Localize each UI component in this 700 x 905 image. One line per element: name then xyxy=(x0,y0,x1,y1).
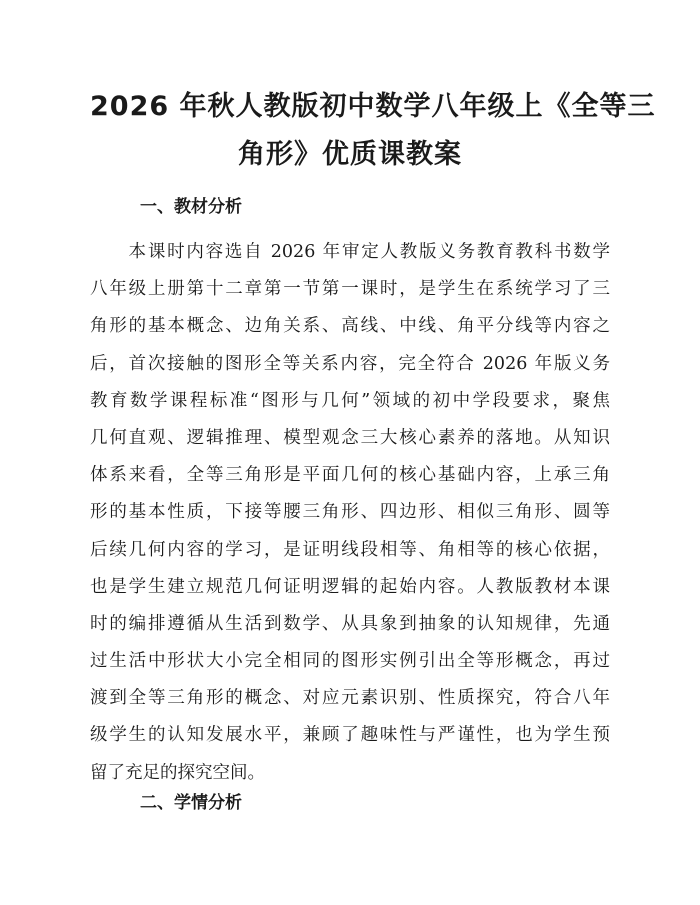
paragraph-line: 也是学生建立规范几何证明逻辑的起始内容。人教版教材本课 xyxy=(90,576,610,597)
paragraph-line: 形的基本性质，下接等腰三角形、四边形、相似三角形、圆等 xyxy=(90,502,610,523)
paragraph-line: 留了充足的探究空间。 xyxy=(90,762,265,783)
document-title-line-1: 2026 年秋人教版初中数学八年级上《全等三 xyxy=(90,91,656,122)
paragraph-line: 八年级上册第十二章第一节第一课时，是学生在系统学习了三 xyxy=(90,279,610,300)
section-heading-student-analysis: 二、学情分析 xyxy=(140,793,242,813)
paragraph-line: 体系来看，全等三角形是平面几何的核心基础内容，上承三角 xyxy=(90,465,610,486)
paragraph-line: 几何直观、逻辑推理、模型观念三大核心素养的落地。从知识 xyxy=(90,427,610,448)
paragraph-line: 渡到全等三角形的概念、对应元素识别、性质探究，符合八年 xyxy=(90,688,610,709)
paragraph-line: 后，首次接触的图形全等关系内容，完全符合 2026 年版义务 xyxy=(90,353,610,374)
document-title-line-2: 角形》优质课教案 xyxy=(238,139,462,170)
paragraph-line: 角形的基本概念、边角关系、高线、中线、角平分线等内容之 xyxy=(90,316,610,337)
paragraph-line: 教育数学课程标准“图形与几何”领域的初中学段要求，聚焦 xyxy=(90,390,610,411)
paragraph-line: 本课时内容选自 2026 年审定人教版义务教育教科书数学 xyxy=(90,242,610,262)
section-paragraph-textbook-analysis xyxy=(90,234,610,792)
section-heading-textbook-analysis: 一、教材分析 xyxy=(140,197,242,217)
paragraph-line: 级学生的认知发展水平，兼顾了趣味性与严谨性，也为学生预 xyxy=(90,725,610,746)
paragraph-line: 后续几何内容的学习，是证明线段相等、角相等的核心依据， xyxy=(90,539,610,560)
paragraph-line: 过生活中形状大小完全相同的图形实例引出全等形概念，再过 xyxy=(90,651,610,672)
paragraph-line: 时的编排遵循从生活到数学、从具象到抽象的认知规律，先通 xyxy=(90,613,610,634)
